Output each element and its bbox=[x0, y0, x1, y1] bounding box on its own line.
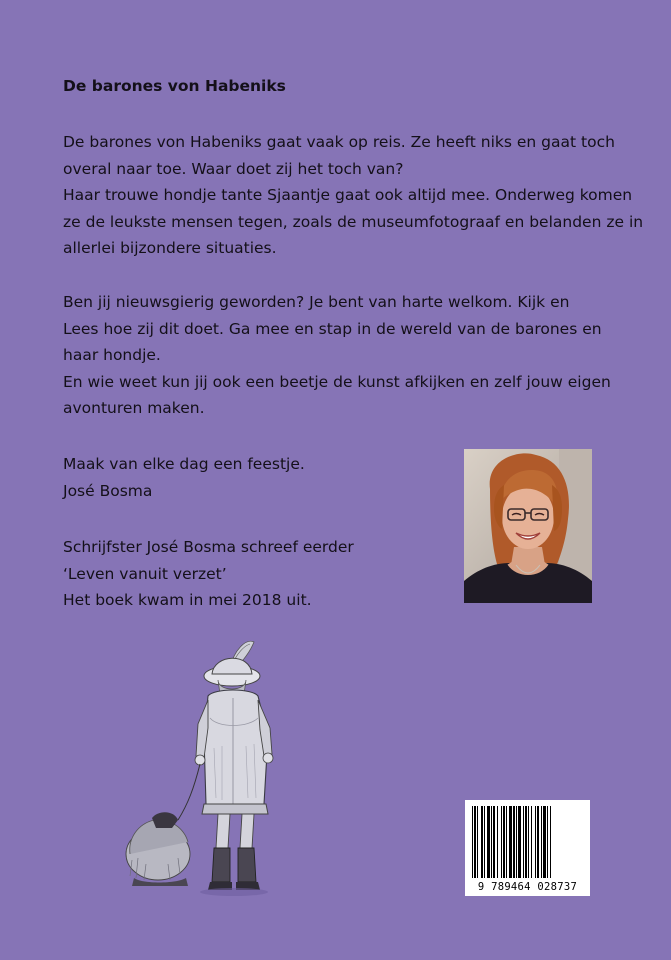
text-line: allerlei bijzondere situaties. bbox=[63, 239, 277, 257]
barcode-bar bbox=[547, 806, 548, 878]
book-title: De barones von Habeniks bbox=[63, 77, 286, 95]
barcode-bar bbox=[497, 806, 498, 878]
barcode-bar bbox=[541, 806, 542, 878]
text-line: ze de leukste mensen tegen, zoals de museumfotograaf en belanden ze in bbox=[63, 212, 644, 231]
barcode-bar bbox=[537, 806, 539, 878]
text-line: Ben jij nieuwsgierig geworden? Je bent van harte welkom. Kijk en bbox=[63, 293, 570, 311]
motto-line: Maak van elke dag een feestje. bbox=[63, 455, 305, 473]
author-name: José Bosma bbox=[63, 481, 153, 500]
barcode-bar bbox=[491, 806, 492, 878]
text-line: Lees hoe zij dit doet. Ga mee en stap in de wereld van de barones en bbox=[63, 319, 602, 338]
barcode-bar bbox=[535, 806, 536, 878]
barcode-bar bbox=[501, 806, 502, 878]
text-line: En wie weet kun jij ook een beetje de kunst afkijken en zelf jouw eigen bbox=[63, 372, 611, 391]
text-line: Schrijfster José Bosma schreef eerder bbox=[63, 538, 354, 556]
isbn-number: 9 789464 028737 bbox=[477, 881, 578, 893]
barcode-bar bbox=[474, 806, 476, 878]
barcode-bar bbox=[518, 806, 521, 878]
text-line: overal naar toe. Waar doet zij het toch van? bbox=[63, 159, 404, 178]
barcode-bar bbox=[481, 806, 483, 878]
barcode-bar bbox=[472, 806, 473, 878]
text-line: De barones von Habeniks gaat vaak op reis. Ze heeft niks en gaat toch bbox=[63, 133, 615, 151]
blurb-paragraph-2 bbox=[63, 289, 623, 422]
barcode-bar bbox=[523, 806, 524, 878]
author-photo bbox=[464, 449, 592, 603]
text-line: ‘Leven vanuit verzet’ bbox=[63, 564, 227, 583]
baroness-and-dog-illustration bbox=[118, 628, 318, 898]
barcode-bars bbox=[472, 806, 583, 878]
barcode-bar bbox=[503, 806, 505, 878]
barcode-bar bbox=[487, 806, 490, 878]
text-line: Haar trouwe hondje tante Sjaantje gaat ook altijd mee. Onderweg komen bbox=[63, 186, 633, 204]
barcode-bar bbox=[477, 806, 478, 878]
barcode-bar bbox=[506, 806, 507, 878]
barcode-bar bbox=[531, 806, 532, 878]
blurb-paragraph-1 bbox=[63, 129, 644, 262]
barcode-bar bbox=[516, 806, 517, 878]
text-line: avonturen maken. bbox=[63, 399, 205, 417]
isbn-barcode bbox=[465, 800, 590, 896]
barcode-bar bbox=[493, 806, 495, 878]
barcode-bar bbox=[550, 806, 551, 878]
barcode-bar bbox=[528, 806, 529, 878]
barcode-bar bbox=[513, 806, 515, 878]
barcode-bar bbox=[509, 806, 512, 878]
text-line: haar hondje. bbox=[63, 346, 161, 364]
barcode-bar bbox=[484, 806, 485, 878]
barcode-bar bbox=[543, 806, 546, 878]
barcode-bar bbox=[525, 806, 527, 878]
text-line: Het boek kwam in mei 2018 uit. bbox=[63, 591, 312, 609]
